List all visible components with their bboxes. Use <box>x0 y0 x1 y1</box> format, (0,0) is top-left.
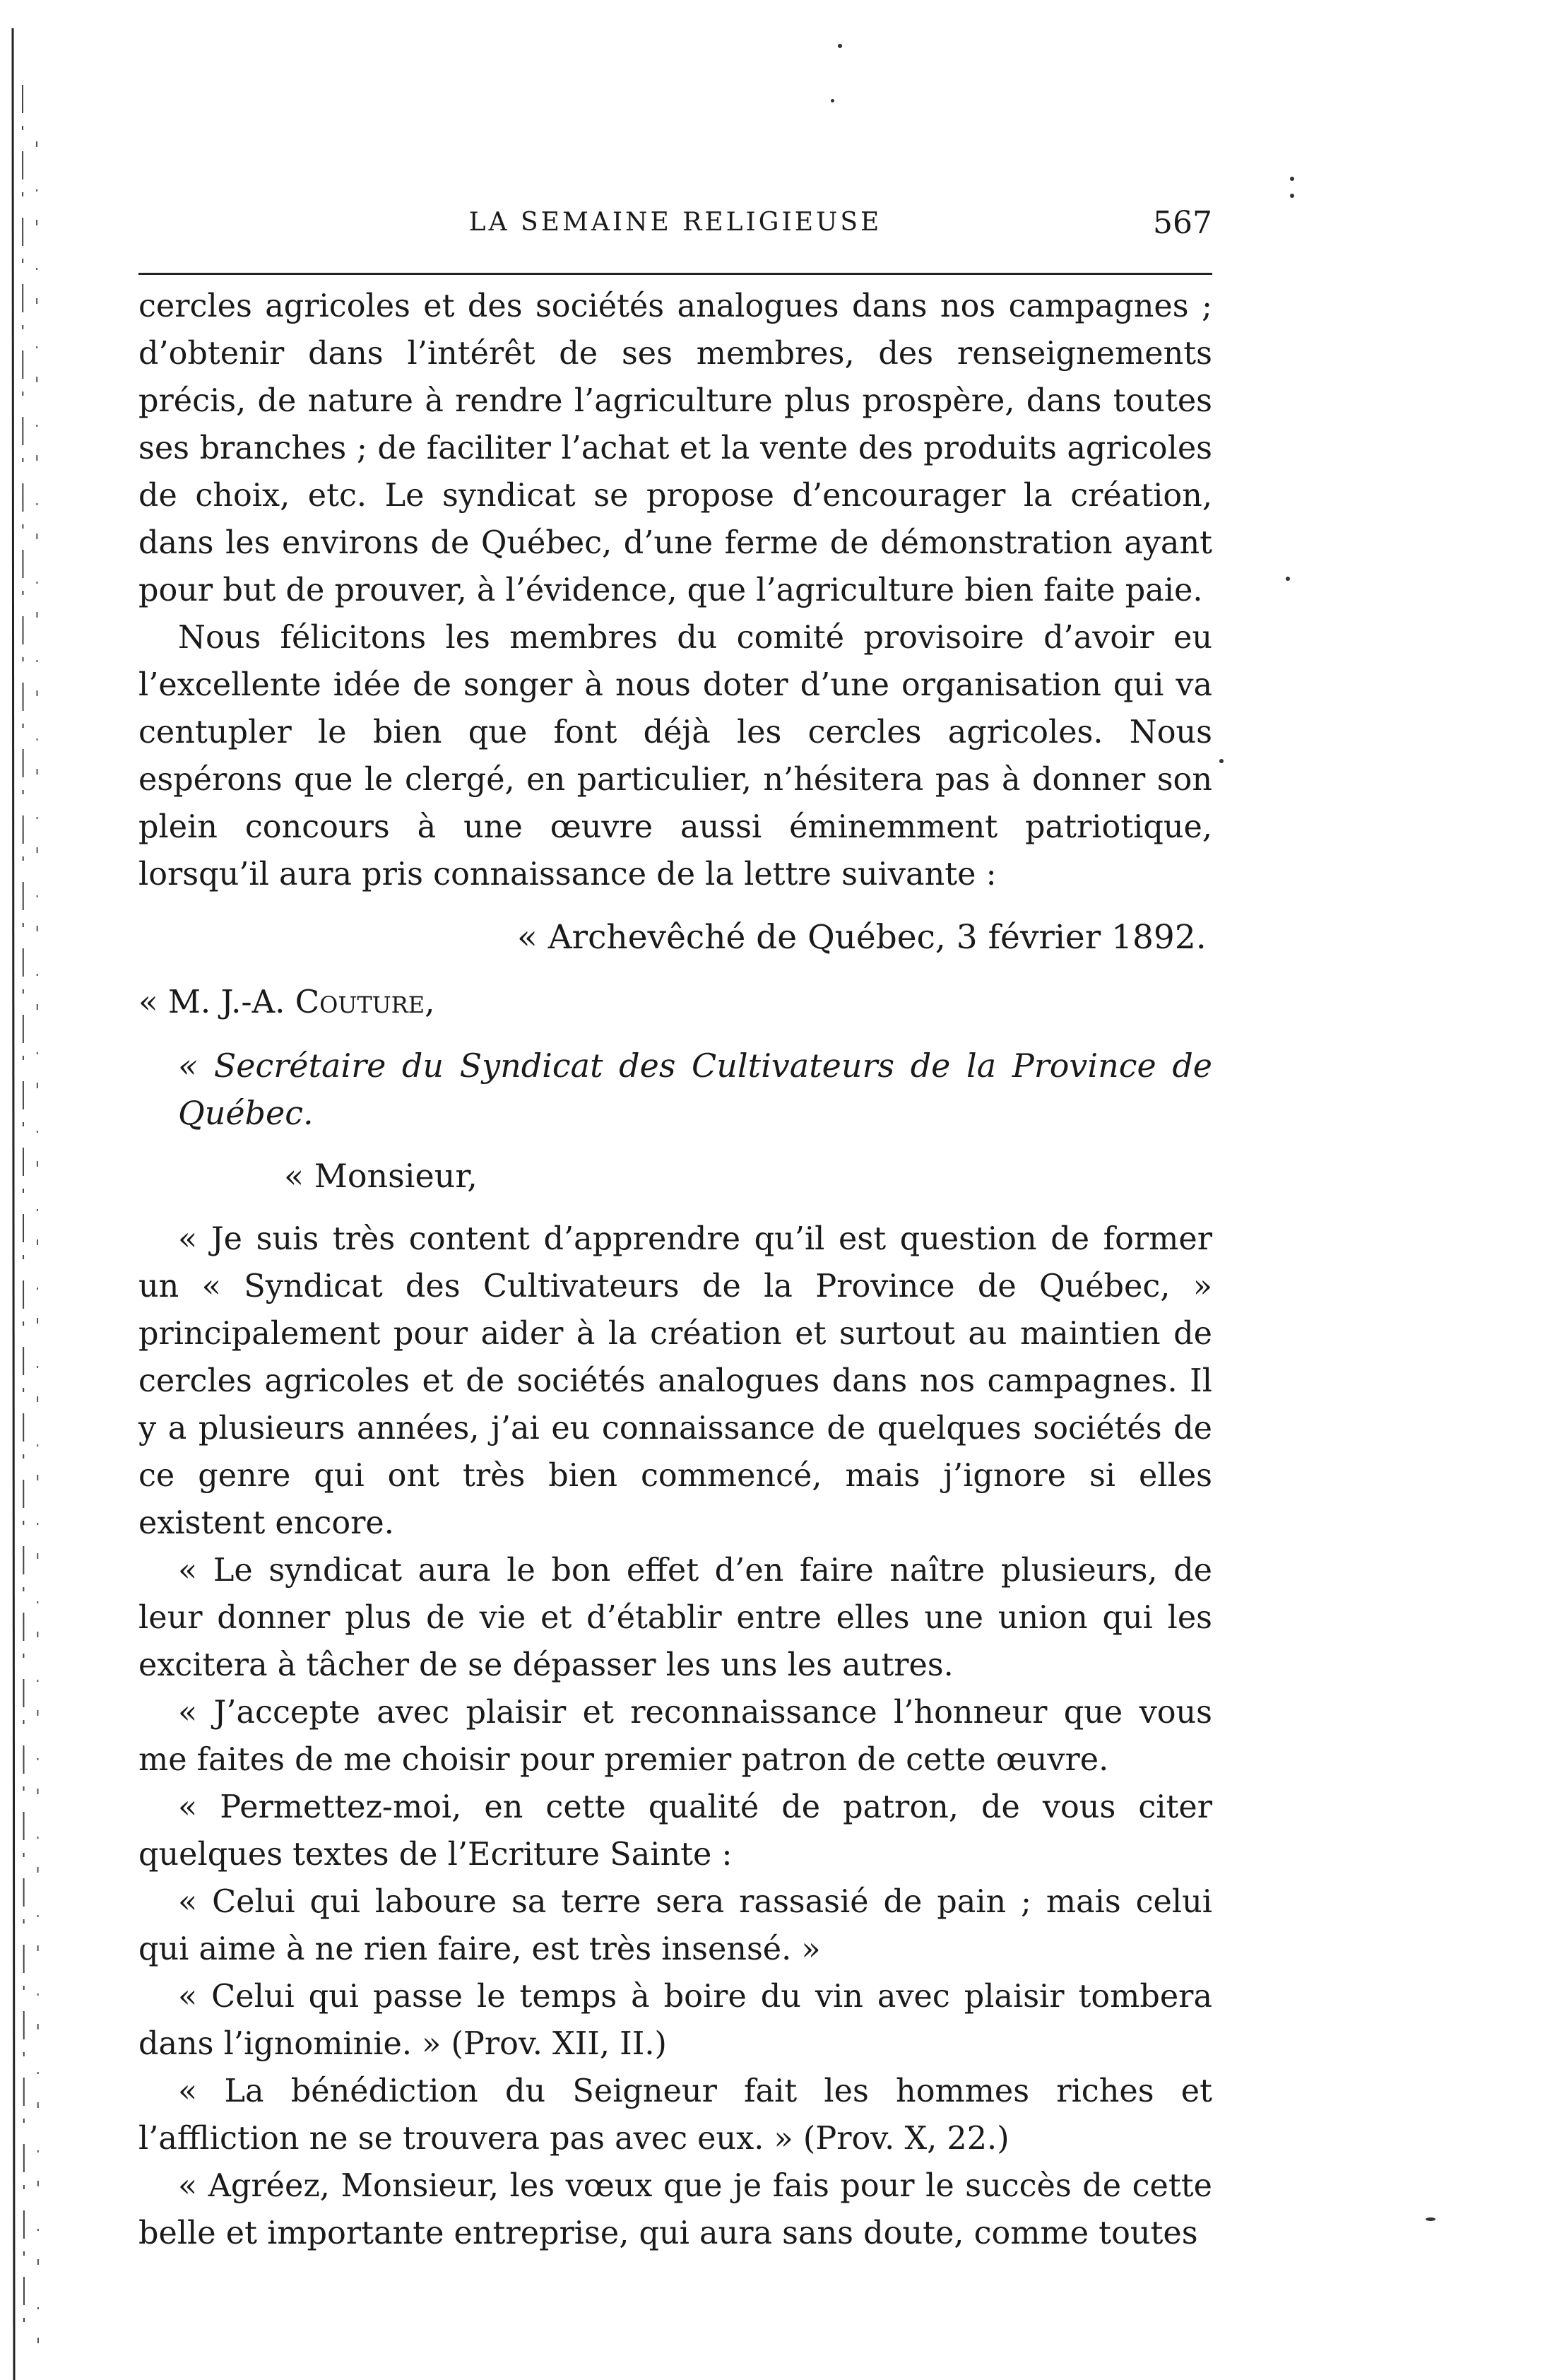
recipient-title: « Secrétaire du Syndicat des Cultivateurs de la Province de Québec. <box>178 1047 1212 1132</box>
running-title: LA SEMAINE RELIGIEUSE <box>468 208 882 237</box>
paragraph: cercles agricoles et des sociétés analogues dans nos campagnes ; d’obtenir dans l’intérêt de ses membres, des renseignements précis, de nature à rendre l’agriculture plus prospère, dans toutes ses branches ; de faciliter l’achat et la vente des produits agricoles de choix, etc. Le syndicat se propose d’encourager la création, dans les environs de Québec, d’une ferme de démonstration ayant pour but de prouver, à l’évidence, que l’agriculture bien faite paie. <box>138 288 1212 608</box>
paragraph: « Je suis très content d’apprendre qu’il est question de former un « Syndicat des Cultivateurs de la Province de Québec, » principalement pour aider à la création et surtout au maintien de cercles agricoles et de sociétés analogues dans nos campagnes. Il y a plusieurs années, j’ai eu connaissance de quelques sociétés de ce genre qui ont très bien commencé, mais j’ignore si elles existent encore. <box>138 1221 1212 1541</box>
binding-edge-marks <box>6 0 48 2380</box>
scan-speck <box>1286 577 1290 581</box>
article-body <box>138 283 1212 2257</box>
letter-salutation: « Monsieur, <box>284 1157 478 1195</box>
paragraph: « J’accepte avec plaisir et reconnaissance l’honneur que vous me faites de me choisir pour premier patron de cette œuvre. <box>138 1695 1212 1778</box>
scan-speck <box>1290 194 1294 198</box>
scan-speck <box>838 44 842 48</box>
scan-speck <box>1426 2217 1435 2221</box>
header-rule <box>138 273 1212 275</box>
letter-dateline: « Archevêché de Québec, 3 février 1892. <box>517 918 1207 957</box>
paragraph: « La bénédiction du Seigneur fait les hommes riches et l’affliction ne se trouvera pas avec eux. » (Prov. X, 22.) <box>138 2073 1212 2157</box>
recipient-name: Couture, <box>295 983 435 1020</box>
paragraph: « Agréez, Monsieur, les vœux que je fais pour le succès de cette belle et importante entreprise, qui aura sans doute, comme toutes <box>138 2168 1212 2251</box>
paragraph: « Celui qui laboure sa terre sera rassasié de pain ; mais celui qui aime à ne rien faire, est très insensé. » <box>138 1884 1212 1967</box>
scan-speck <box>1219 759 1224 763</box>
scan-speck <box>1290 177 1294 181</box>
paragraph: « Celui qui passe le temps à boire du vin avec plaisir tombera dans l’ignominie. » (Prov. XII, II.) <box>138 1979 1212 2062</box>
page-header <box>138 205 1212 247</box>
scan-speck <box>831 99 834 102</box>
page-number: 567 <box>1153 205 1212 241</box>
letter-recipient <box>138 978 1212 1025</box>
recipient-prefix: « M. J.-A. <box>138 983 295 1020</box>
paragraph: « Le syndicat aura le bon effet d’en faire naître plusieurs, de leur donner plus de vie et d’établir entre elles une union qui les excitera à tâcher de se dépasser les uns les autres. <box>138 1553 1212 1683</box>
paragraph: « Permettez-moi, en cette qualité de patron, de vous citer quelques textes de l’Ecriture Sainte : <box>138 1789 1212 1873</box>
paragraph: Nous félicitons les membres du comité provisoire d’avoir eu l’excellente idée de songer à nous doter d’une organisation qui va centupler le bien que font déjà les cercles agricoles. Nous espérons que le clergé, en particulier, n’hésitera pas à donner son plein concours à une œuvre aussi éminemment patriotique, lorsqu’il aura pris connaissance de la lettre suivante : <box>138 620 1212 892</box>
